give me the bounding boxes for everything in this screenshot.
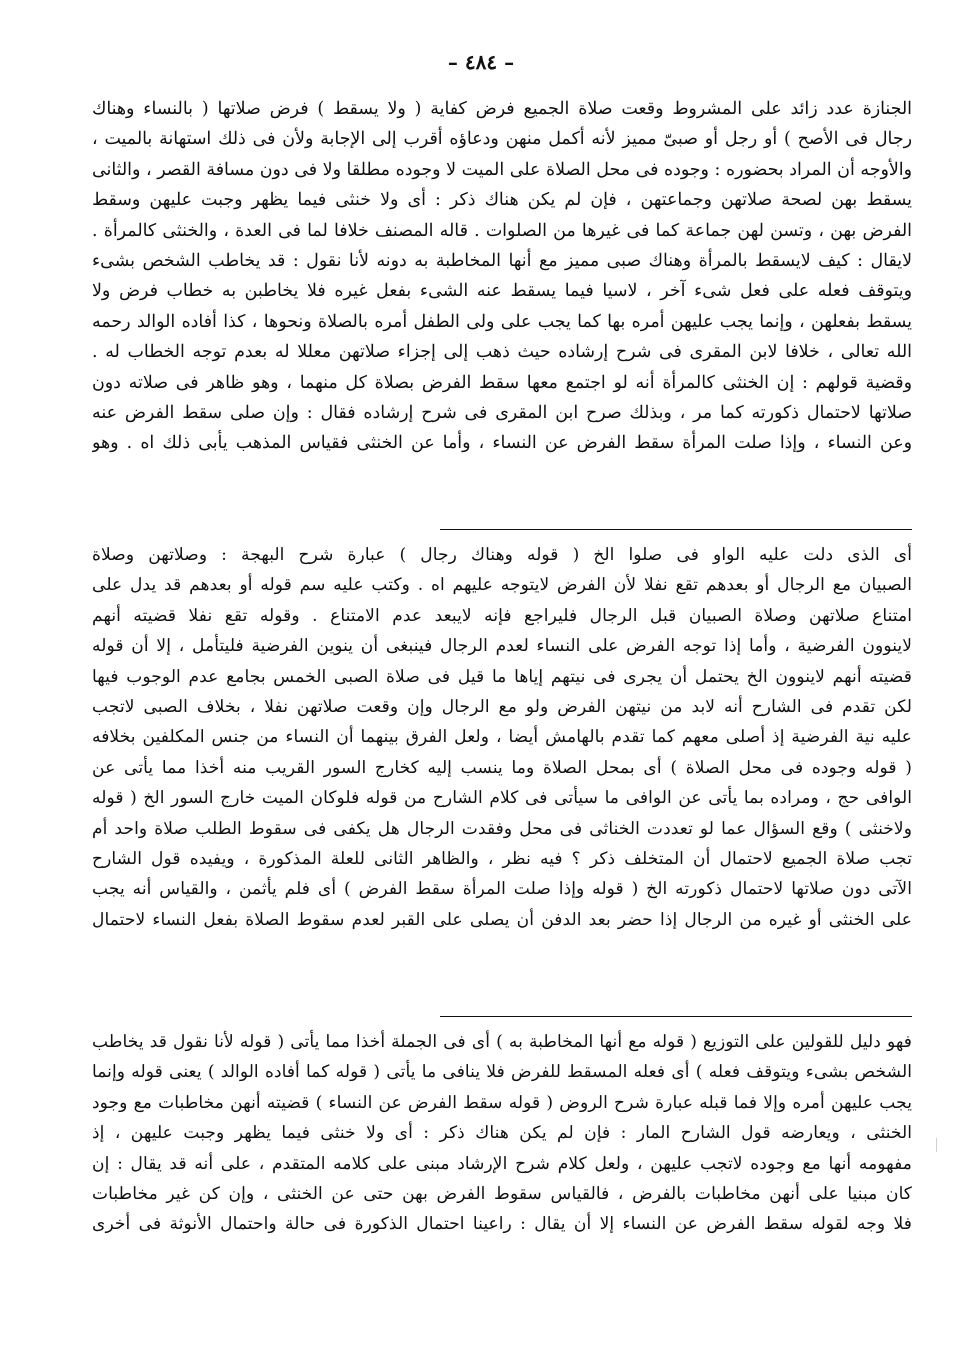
footnote-line: الآتى دون صلاتها لاحتمال ذكورته الخ ( قوله وإذا صلت المرأة سقط الفرض ) أى فلم يأثمن ، والقياس أنه يجب xyxy=(92,879,912,900)
footnote-line: لكن تقدم فى الشارح أنه لابد من نيتهن الفرض ولو مع الرجال وإن وقعت صلاتهن نفلا ، بخلاف الصبى لاتجب xyxy=(92,696,912,717)
main-text-line: وقضية قولهم : إن الخنثى كالمرأة أنه لو اجتمع معها سقط الفرض بصلاة كل منهما ، وهو ظاهر فى صلاته دون xyxy=(92,372,912,393)
footnote-line: لاينوون الفرضية ، وأما إذا توجه الفرض على النساء لعدم الرجال فينبغى أن ينوين الفرضية فليتأمل ، إلا أن قوله xyxy=(92,636,912,657)
footnotes-first xyxy=(92,540,912,935)
footnote-line: امتناع صلاتهن وصلاة الصبيان قبل الرجال فليراجع فإنه لايبعد عدم الامتناع . وقوله تقع نفلا قضيته أنهم xyxy=(92,605,912,626)
main-text-line: يسقط بفعلهن ، وإنما يجب عليهن أمره بها كما يجب على ولى الطفل أمره بالصلاة ونحوها ، كذا أفاده الوالد رحمه xyxy=(92,311,912,332)
footnote-line: يجب عليهن أمره وإلا فما قبله عبارة شرح الروض ( قوله سقط الفرض عن النساء ) قضيته أنهن مخاطبات مع وجود xyxy=(92,1092,912,1113)
main-text-line: الجنازة عدد زائد على المشروط وقعت صلاة الجميع فرض كفاية ( ولا يسقط ) فرض صلاتها ( بالنساء وهناك xyxy=(92,99,912,119)
footnote-line: مفهومه أنها مع وجوده لاتجب عليهن ، ولعل كلام شرح الإرشاد مبنى على كلامه المتقدم ، على أنه قد يقال : إن xyxy=(92,1153,912,1174)
footnote-line: الخنثى ، ويعارضه قول الشارح المار : فإن لم يكن هناك ذكر : أى ولا خنثى فيما يظهر وجبت عليهن ، إذ xyxy=(92,1123,912,1144)
footnote-line: كان مبنيا على أنهن مخاطبات بالفرض ، فالقياس سقوط الفرض بهن حتى عن الخنثى ، وإن كن غير مخاطبات xyxy=(92,1183,912,1204)
footnote-line: ولاخنثى ) وقع السؤال عما لو تعددت الخناثى فى محل وفقدت الرجال هل يكفى فى سقوط الطلب صلاة واحد أم xyxy=(92,818,912,839)
footnote-line: قضيته أنهم لاينوون الخ يحتمل أن يجرى فى نيتهم إياها ما قيل فى صلاة الصبى الخمس بجامع عدم الوجوب فيها xyxy=(92,666,912,687)
main-text-line: الفرض بهن ، وتسن لهن جماعة كما فى غيرها من الصلوات . قاله المصنف خلافا لما فى العدة ، والخنثى كالمرأة . xyxy=(92,220,912,241)
main-text-line: ويتوقف فعله على فعل شىء آخر ، لاسيا فيما يسقط عنه الشىء بفعل غيره فلا يخاطبن به خطاب فرض ولا xyxy=(92,281,912,302)
footnote-line: أى الذى دلت عليه الواو فى صلوا الخ ( قوله وهناك رجال ) عبارة شرح البهجة : وصلاتهن وصلاة xyxy=(92,545,912,565)
footnotes-second xyxy=(92,1027,912,1240)
main-text-line: يسقط بهن لصحة صلاتهن وجماعتهن ، فإن لم يكن هناك ذكر : أى ولا خنثى فيما يظهر وجبت عليهن وسقط xyxy=(92,190,912,211)
main-text-line: والأوجه أن المراد بحضوره : وجوده فى محل الصلاة على الميت لا وجوده مطلقا ولا فى دون مسافة القصر ، والثانى xyxy=(92,159,912,180)
footnote-line: تجب صلاة الجميع لاحتمال أن المتخلف ذكر ؟ فيه نظر ، والظاهر الثانى للعلة المذكورة ، ويفيده قول الشارح xyxy=(92,848,912,869)
main-text-line: رجال فى الأصح ) أو رجل أو صبىّ مميز لأنه أكمل منهن ودعاؤه أقرب إلى الإجابة ولأن فى ذلك استهانة بالميت ، xyxy=(92,129,912,150)
main-text xyxy=(92,94,912,459)
section-divider xyxy=(440,529,912,530)
scan-edge-mark xyxy=(936,1138,943,1152)
page-number: – ٤٨٤ – xyxy=(447,50,515,74)
footnote-line: ( قوله وجوده فى محل الصلاة ) أى بمحل الصلاة وما ينسب إليه كخارج السور القريب منه أخذا مما يأتى عن xyxy=(92,757,912,778)
footnote-line: الشخص بشىء ويتوقف فعله ) أى فعله المسقط للفرض فلا ينافى ما يأتى ( قوله كما أفاده الوالد ) يعنى قوله وإنما xyxy=(92,1062,912,1083)
main-text-line: صلاتها لاحتمال ذكورته كما مر ، وبذلك صرح ابن المقرى فى شرح إرشاده فقال : وإن صلى سقط الفرض عنه xyxy=(92,402,912,423)
footnote-line: فهو دليل للقولين على التوزيع ( قوله مع أنها المخاطبة به ) أى فى الجملة أخذا مما يأتى ( قوله لأنا نقول قد يخاطب xyxy=(92,1032,912,1052)
footnote-line: الصبيان مع الرجال أو بعدهم تقع نفلا لأن الفرض لايتوجه عليهم اه . وكتب عليه سم قوله أو بعدهم قد يدل على xyxy=(92,575,912,596)
footnote-line: الوافى حج ، ومراده بما يأتى عن الوافى ما سيأتى فى كلام الشارح من قوله فلوكان الميت خارج السور الخ ( قوله xyxy=(92,788,912,809)
main-text-line: لايقال : كيف لايسقط بالمرأة وهناك صبى مميز مع أنها المخاطبة به دونه لأنا نقول : قد يخاطب الشخص بشىء xyxy=(92,250,912,271)
footnote-line: عليه نية الفرضية إذ أصلى معهم كما تقدم بالهامش أيضا ، ولعل الفرق بينهما أن النساء من جنس المكلفين بخلافه xyxy=(92,727,912,748)
main-text-line: وعن النساء ، وإذا صلت المرأة سقط الفرض عن النساء ، وأما عن الخنثى فقياس المذهب يأبى ذلك اه . وهو xyxy=(92,433,912,454)
footnote-line: فلا وجه لقوله سقط الفرض عن النساء إلا أن يقال : راعينا احتمال الذكورة فى حالة واحتمال الأنوثة فى أخرى xyxy=(92,1214,912,1235)
footnote-line: على الخنثى أو غيره من الرجال إذا حضر بعد الدفن أن يصلى على القبر لعدم سقوط الصلاة بفعل النساء لاحتمال xyxy=(92,909,912,930)
main-text-line: الله تعالى ، خلافا لابن المقرى فى شرح إرشاده حيث ذهب إلى إجزاء صلاتهن معللا له بعدم توجه الخطاب له . xyxy=(92,342,912,363)
section-divider xyxy=(440,1016,912,1017)
